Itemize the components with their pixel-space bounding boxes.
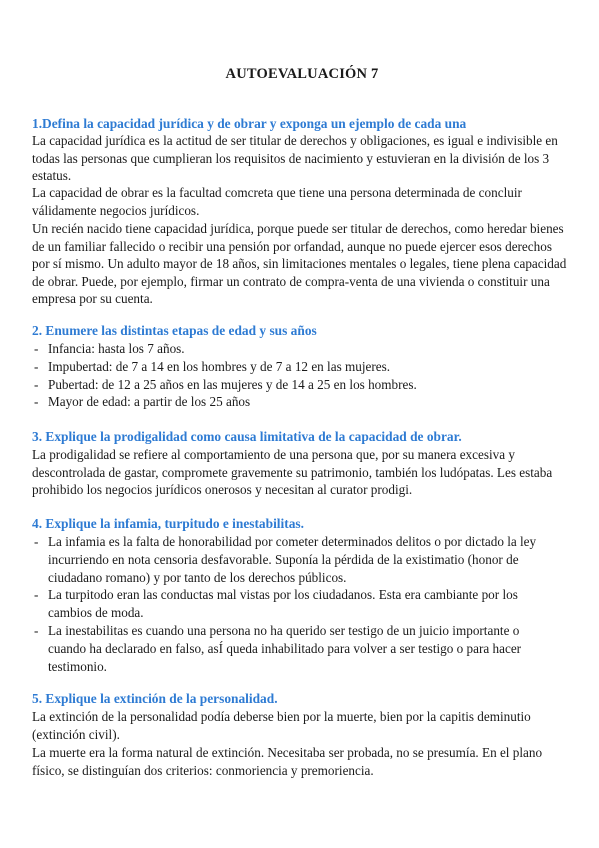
section-3-heading: 3. Explique la prodigalidad como causa limitativa de la capacidad de obrar. [32, 429, 462, 444]
list-item: - La turpitodo eran las conductas mal vistas por los ciudadanos. Esta era cambiante por los cambios de moda. [34, 586, 558, 622]
section-1-heading: 1.Defina la capacidad jurídica y de obrar y exponga un ejemplo de cada una [32, 116, 467, 131]
section-3-paragraph: La prodigalidad se refiere al comportamiento de una persona que, por su manera excesiva y descontrolada de gastar, compromete gravemente su patrimonio, también los ludópatas. Les estaba prohibido los negocios jurídicos onerosos y necesitan al curator prodigi. [32, 447, 553, 498]
list-item: - Pubertad: de 12 a 25 años en las mujeres y de 14 a 25 en los hombres. [34, 376, 564, 394]
list-item: - Mayor de edad: a partir de los 25 años [34, 393, 564, 411]
section-5-paragraph-1: La extinción de la personalidad podía deberse bien por la muerte, bien por la capitis deminutio (extinción civil). [32, 709, 531, 742]
age-stages-list [34, 340, 564, 411]
list-item: - La infamia es la falta de honorabilidad por cometer determinados delitos o por dictado la ley incurriendo en nota censoria desfavorable. Suponía la pérdida de la existimatio (honor de ciudadano romano) y por tanto de los derechos públicos. [34, 533, 558, 586]
list-item: - Infancia: hasta los 7 años. [34, 340, 564, 358]
section-4-heading: 4. Explique la infamia, turpitudo e inestabilitas. [32, 516, 304, 531]
section-1-paragraph-2: La capacidad de obrar es la facultad comcreta que tiene una persona determinada de concluir válidamente negocios jurídicos. [32, 185, 522, 218]
list-item: - La inestabilitas es cuando una persona no ha querido ser testigo de un juicio importante o cuando ha declarado en falso, asÍ queda inhabilitado para volver a ser testigo o para hacer testimonio. [34, 622, 558, 675]
infamia-list [34, 533, 558, 675]
section-5-paragraph-2: La muerte era la forma natural de extinción. Necesitaba ser probada, no se presumía. En el plano físico, se distinguían dos criterios: conmoriencia y premoriencia. [32, 745, 543, 778]
section-1-paragraph-3: Un recién nacido tiene capacidad jurídica, porque puede ser titular de derechos, como heredar bienes de un familiar fallecido o recibir una pensión por orfandad, aunque no puede ejercer esos derechos por sí mismo. Un adulto mayor de 18 años, sin limitaciones mentales o legales, tiene plena capacidad de obrar. Puede, por ejemplo, firmar un contrato de compra-venta de una vivienda o constituir una empresa por su cuenta. [32, 221, 567, 307]
document-title: AUTOEVALUACIÓN 7 [225, 66, 379, 82]
section-2-heading: 2. Enumere las distintas etapas de edad y sus años [32, 323, 317, 338]
list-item: - Impubertad: de 7 a 14 en los hombres y de 7 a 12 en las mujeres. [34, 358, 564, 376]
section-5-heading: 5. Explique la extinción de la personalidad. [32, 691, 278, 706]
section-1-paragraph-1: La capacidad jurídica es la actitud de ser titular de derechos y obligaciones, es igual e indivisible en todas las personas que cumplieran los requisitos de nacimiento y estuvieran en la división de los 3 estatus. [32, 133, 558, 184]
